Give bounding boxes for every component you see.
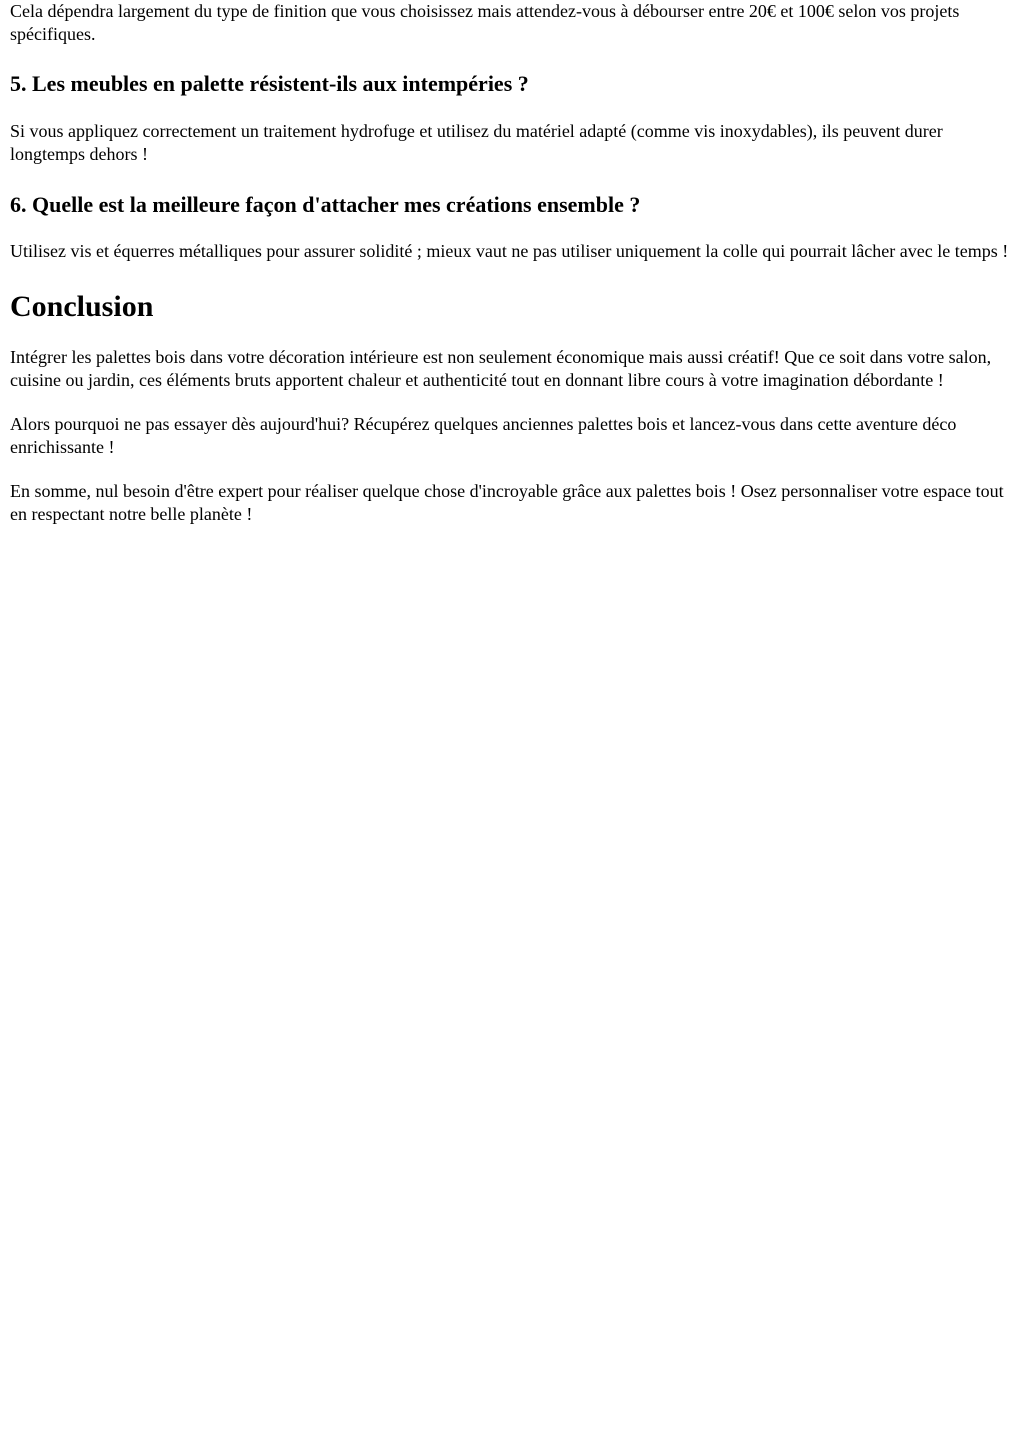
faq-question-5: 5. Les meubles en palette résistent-ils aux intempéries ? <box>10 71 529 96</box>
faq-question-6: 6. Quelle est la meilleure façon d'attacher mes créations ensemble ? <box>10 192 641 217</box>
conclusion-paragraph-3: En somme, nul besoin d'être expert pour réaliser quelque chose d'incroyable grâce aux palettes bois ! Osez personnaliser votre espace tout en respectant notre belle planète ! <box>10 481 1004 524</box>
intro-paragraph: Cela dépendra largement du type de finition que vous choisissez mais attendez-vous à débourser entre 20€ et 100€ selon vos projets spécifiques. <box>10 1 960 44</box>
conclusion-paragraph-2: Alors pourquoi ne pas essayer dès aujourd'hui? Récupérez quelques anciennes palettes bois et lancez-vous dans cette aventure déco enrichissante ! <box>10 414 957 457</box>
faq-answer-6: Utilisez vis et équerres métalliques pour assurer solidité ; mieux vaut ne pas utiliser uniquement la colle qui pourrait lâcher avec le temps ! <box>10 241 1009 261</box>
conclusion-heading: Conclusion <box>10 290 154 323</box>
conclusion-paragraph-1: Intégrer les palettes bois dans votre décoration intérieure est non seulement économique mais aussi créatif! Que ce soit dans votre salon, cuisine ou jardin, ces éléments bruts apportent chaleur et authenticité tout en donnant libre cours à votre imagination débordante ! <box>10 347 992 390</box>
faq-answer-5: Si vous appliquez correctement un traitement hydrofuge et utilisez du matériel adapté (comme vis inoxydables), ils peuvent durer longtemps dehors ! <box>10 121 943 164</box>
